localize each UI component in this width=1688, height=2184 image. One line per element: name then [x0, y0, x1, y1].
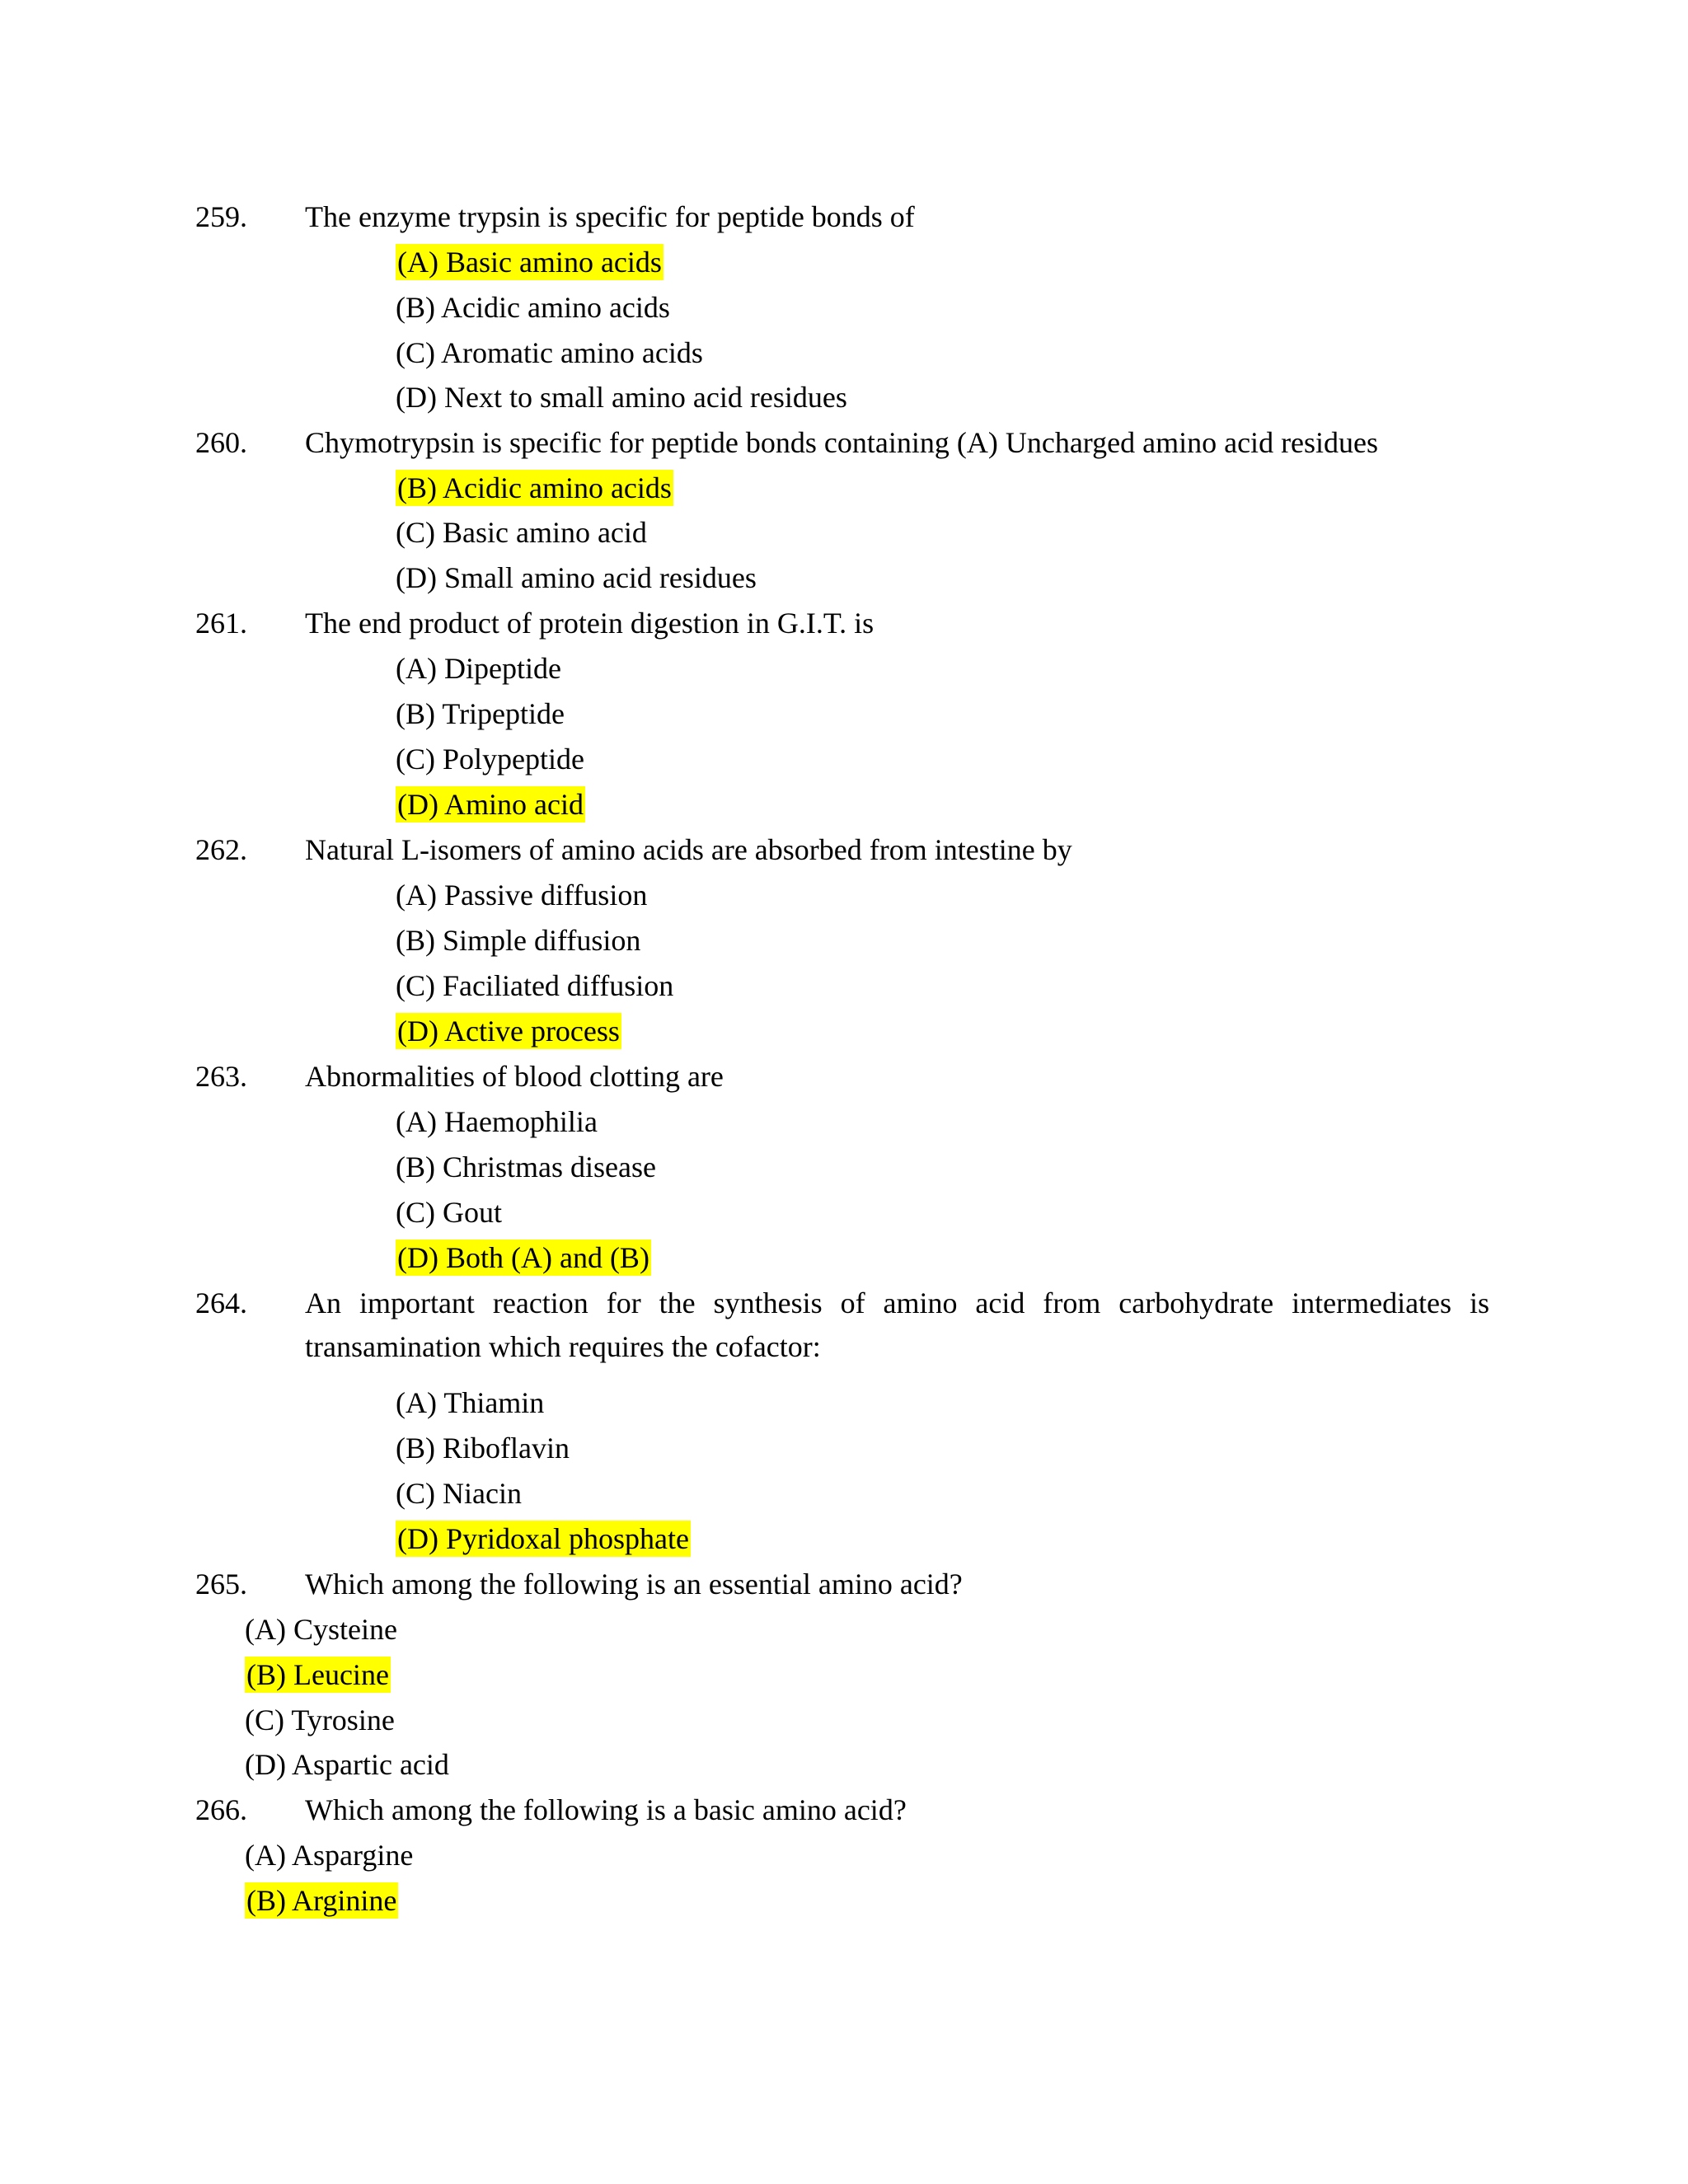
- option-text: (B) Christmas disease: [396, 1151, 656, 1183]
- correct-option-highlight: (D) Pyridoxal phosphate: [397, 1522, 689, 1555]
- correct-option-highlight: (B) Leucine: [246, 1658, 389, 1691]
- question-number: 260.: [195, 426, 247, 459]
- option-text: (C) Gout: [396, 1196, 502, 1229]
- question-text: The end product of protein digestion in G.I.T. is: [305, 607, 874, 640]
- question-text: Which among the following is an essential amino acid?: [305, 1568, 963, 1601]
- option-text: (A) Passive diffusion: [396, 879, 648, 912]
- question-text-line-1: An important reaction for the synthesis of amino acid from carbohydrate intermediates is: [305, 1286, 1489, 1319]
- question-number: 265.: [195, 1568, 247, 1601]
- correct-option-highlight: (D) Amino acid: [397, 788, 584, 821]
- option-text: (C) Aromatic amino acids: [396, 336, 703, 369]
- question-number: 264.: [195, 1286, 247, 1319]
- question-number: 263.: [195, 1060, 247, 1093]
- option-text: (B) Tripeptide: [396, 697, 565, 730]
- option-text: (B) Riboflavin: [396, 1432, 570, 1465]
- correct-option-highlight: (D) Both (A) and (B): [397, 1241, 649, 1274]
- question-text: Chymotrypsin is specific for peptide bonds containing (A) Uncharged amino acid residues: [305, 426, 1379, 459]
- question-number: 262.: [195, 833, 247, 866]
- option-text: (A) Haemophilia: [396, 1105, 598, 1138]
- option-text: (A) Aspargine: [245, 1839, 414, 1872]
- question-text: Abnormalities of blood clotting are: [305, 1060, 724, 1093]
- question-number: 261.: [195, 607, 247, 640]
- option-text: (D) Aspartic acid: [245, 1748, 449, 1781]
- question-text-line-2: transamination which requires the cofactor:: [305, 1330, 821, 1363]
- option-text: (B) Simple diffusion: [396, 924, 641, 957]
- correct-option-highlight: (A) Basic amino acids: [397, 246, 662, 279]
- option-text: (C) Polypeptide: [396, 743, 584, 776]
- option-text: (B) Acidic amino acids: [396, 291, 670, 324]
- option-text: (A) Thiamin: [396, 1386, 545, 1419]
- question-number: 266.: [195, 1793, 247, 1826]
- correct-option-highlight: (B) Acidic amino acids: [397, 471, 672, 504]
- option-text: (C) Faciliated diffusion: [396, 969, 674, 1002]
- option-text: (C) Basic amino acid: [396, 516, 647, 549]
- option-text: (D) Next to small amino acid residues: [396, 381, 847, 414]
- correct-option-highlight: (D) Active process: [397, 1015, 620, 1047]
- question-text: Natural L-isomers of amino acids are absorbed from intestine by: [305, 833, 1072, 866]
- option-text: (C) Niacin: [396, 1477, 522, 1510]
- option-text: (D) Small amino acid residues: [396, 561, 757, 594]
- option-text: (A) Dipeptide: [396, 652, 561, 685]
- option-text: (A) Cysteine: [245, 1613, 397, 1646]
- question-text: Which among the following is a basic amino acid?: [305, 1793, 907, 1826]
- option-text: (C) Tyrosine: [245, 1704, 395, 1736]
- question-text: The enzyme trypsin is specific for peptide bonds of: [305, 200, 915, 233]
- correct-option-highlight: (B) Arginine: [246, 1884, 397, 1917]
- question-number: 259.: [195, 200, 247, 233]
